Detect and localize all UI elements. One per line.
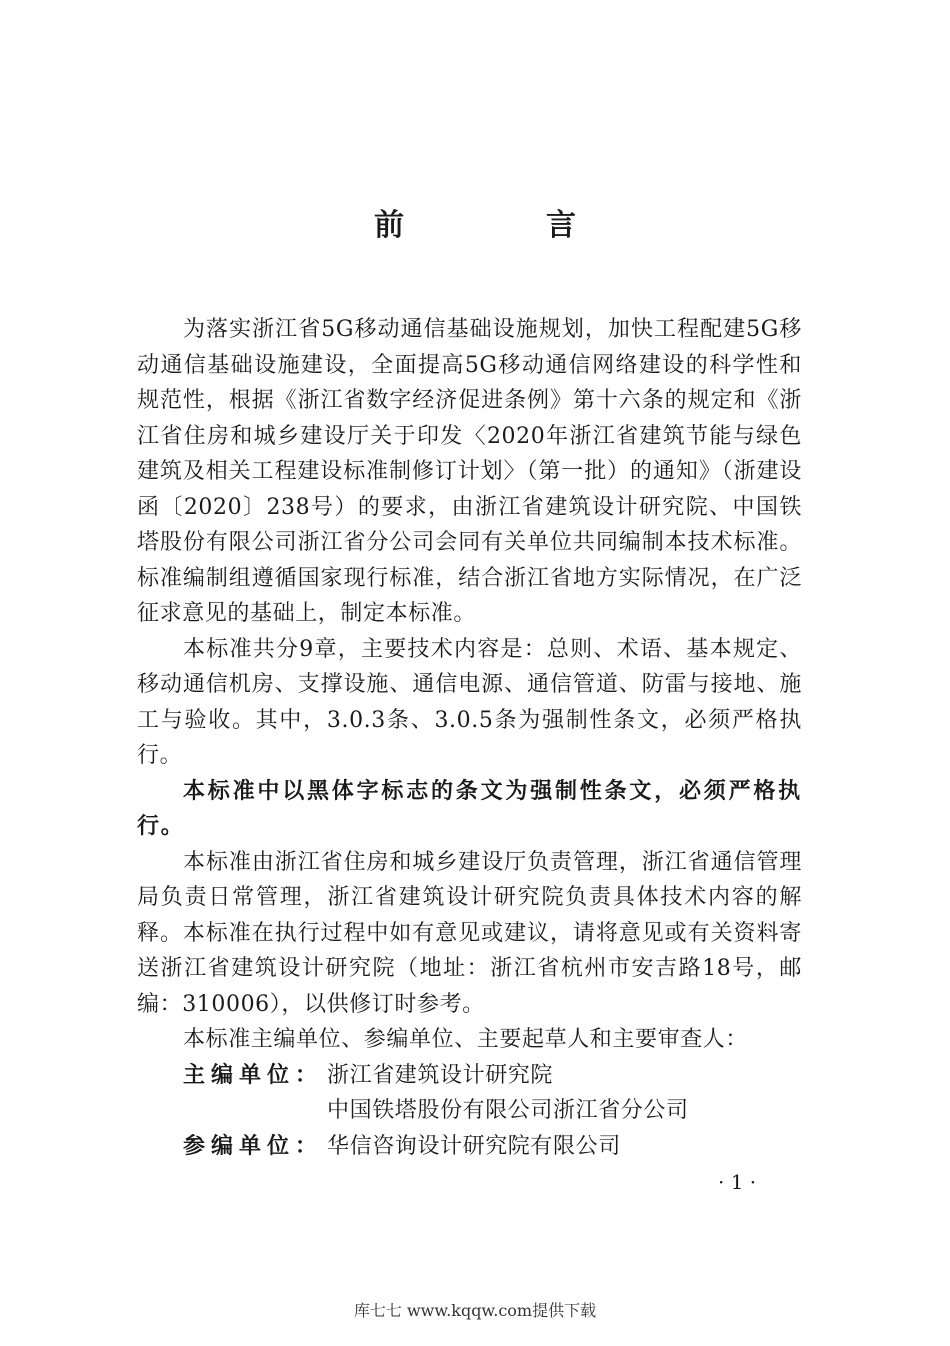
download-footer: 库七七 www.kqqw.com提供下载	[353, 1301, 597, 1320]
chief-unit-name: 中国铁塔股份有限公司浙江省分公司	[327, 1098, 689, 1123]
participating-unit-name: 华信咨询设计研究院有限公司	[327, 1133, 621, 1159]
paragraph-purpose: 为落实浙江省5G移动通信基础设施规划，加快工程配建5G移动通信基础设施建设，全面提高5G移动通信网络建设的科学性和规范性，根据《浙江省数字经济促进条例》第十六条的规定和《浙江省住房和城乡建设厅关于印发〈2020年浙江省建筑节能与绿色建筑及相关工程建设标准制修订计划〉（第一批）的通知》（浙建设函〔2020〕238号）的要求，由浙江省建筑设计研究院、中国铁塔股份有限公司浙江省分公司会同有关单位共同编制本技术标准。标准编制组遵循国家现行标准，结合浙江省地方实际情况，在广泛征求意见的基础上，制定本标准。	[137, 317, 802, 626]
paragraph-management: 本标准由浙江省住房和城乡建设厅负责管理，浙江省通信管理局负责日常管理，浙江省建筑设计研究院负责具体技术内容的解释。本标准在执行过程中如有意见或建议，请将意见或有关资料寄送浙江省建筑设计研究院（地址：浙江省杭州市安吉路18号，邮编：310006），以供修订时参考。	[137, 849, 802, 1017]
chief-unit-label: 主编单位：	[183, 1062, 324, 1088]
page-number: · 1 ·	[718, 1170, 757, 1194]
preface-body	[137, 312, 802, 1164]
chief-unit-name: 浙江省建筑设计研究院	[327, 1062, 554, 1088]
units-list	[137, 1058, 802, 1165]
participating-unit-label: 参编单位：	[183, 1133, 324, 1159]
participating-unit-values	[327, 1129, 621, 1165]
paragraph-mandatory-note: 本标准中以黑体字标志的条文为强制性条文，必须严格执行。	[137, 778, 802, 839]
chief-unit-values	[327, 1058, 689, 1129]
page-title: 前 言	[374, 208, 632, 243]
participating-unit-row	[137, 1129, 802, 1165]
chief-unit-row	[137, 1058, 802, 1129]
paragraph-contents: 本标准共分9章，主要技术内容是：总则、术语、基本规定、移动通信机房、支撑设施、通信电源、通信管道、防雷与接地、施工与验收。其中，3.0.3条、3.0.5条为强制性条文，必须严格执行。	[137, 636, 802, 768]
paragraph-units-intro: 本标准主编单位、参编单位、主要起草人和主要审查人：	[183, 1027, 749, 1052]
